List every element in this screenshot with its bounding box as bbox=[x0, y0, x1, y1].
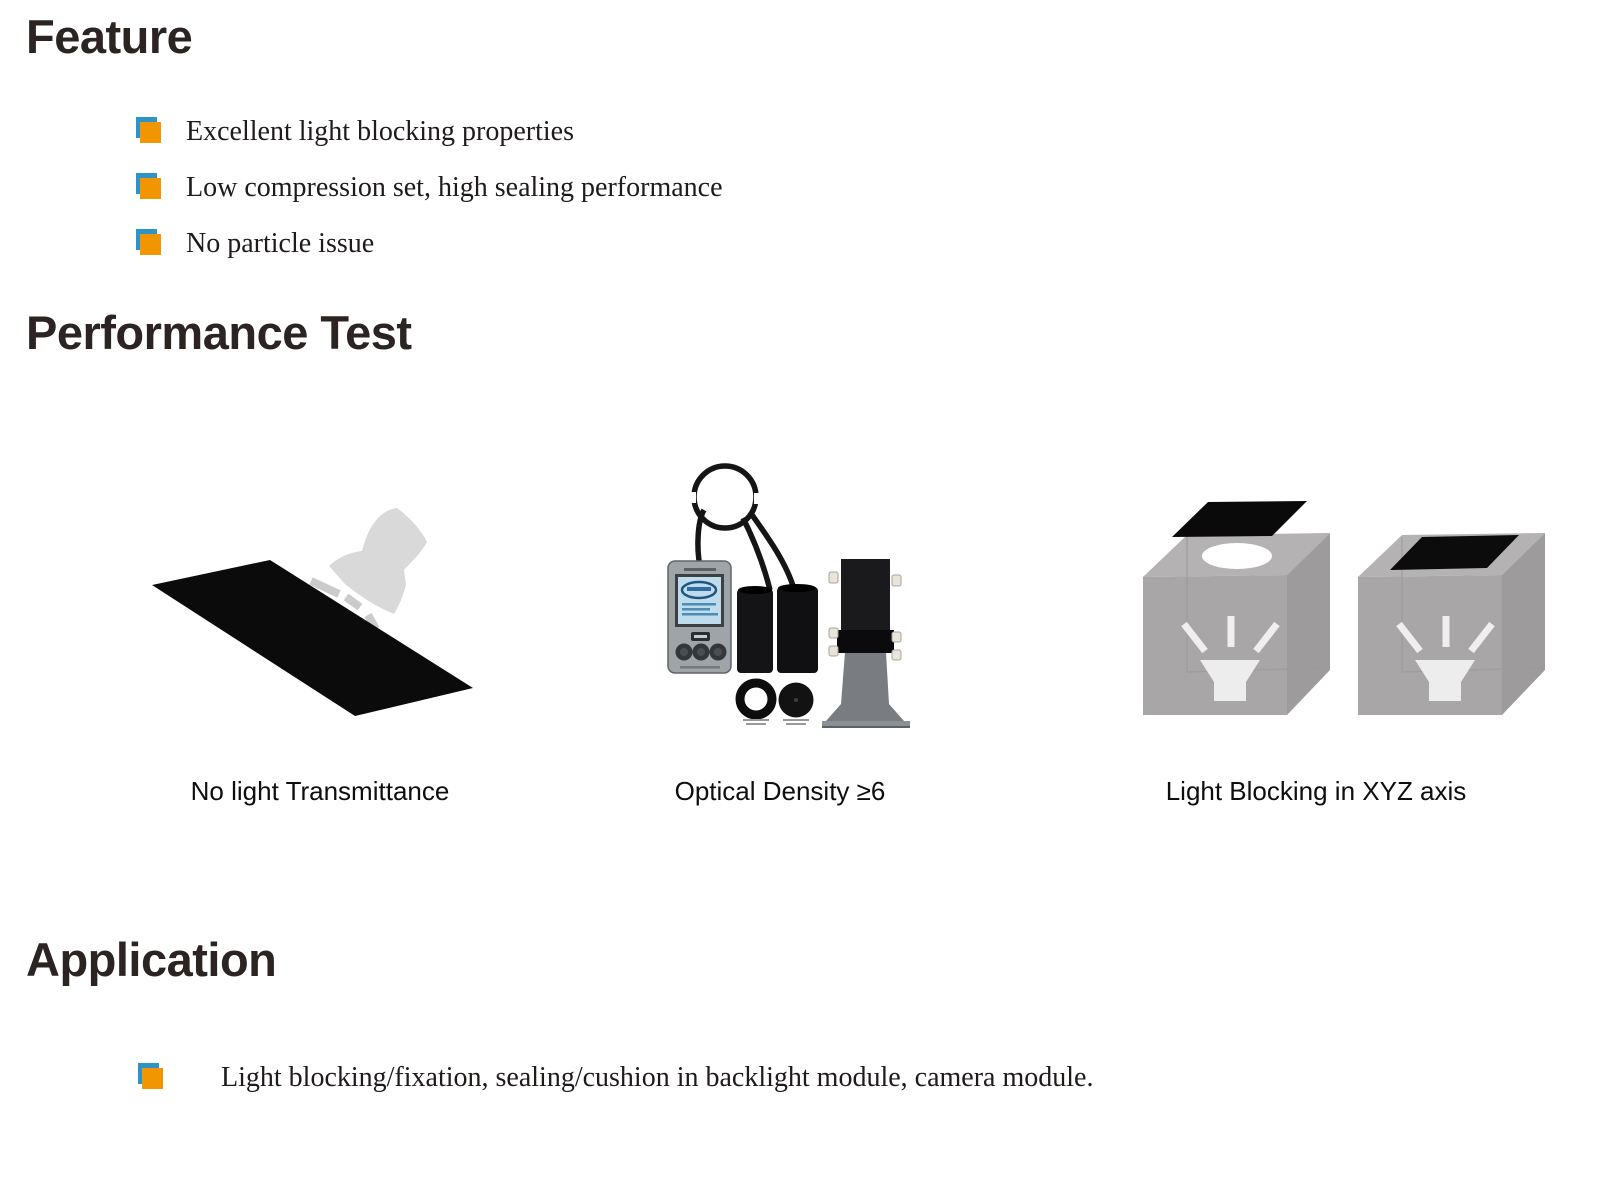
lcd-screen bbox=[678, 577, 721, 624]
right-box bbox=[1358, 533, 1545, 715]
orange-square-bullet-icon bbox=[136, 173, 162, 200]
application-heading: Application bbox=[26, 933, 277, 986]
figure-light-blocking-boxes bbox=[1120, 480, 1570, 730]
application-item bbox=[138, 1063, 1093, 1093]
figure-no-light-transmittance bbox=[140, 495, 490, 730]
feature-item-text: No particle issue bbox=[186, 228, 375, 259]
flashlight-icon bbox=[329, 508, 427, 614]
figure-optical-density bbox=[640, 440, 950, 740]
cable-tie bbox=[754, 493, 760, 504]
feature-item bbox=[136, 229, 374, 259]
top-hole bbox=[1202, 543, 1272, 569]
light-blocking-boxes-icon bbox=[1120, 480, 1570, 730]
black-sheet-with-flashlight-icon bbox=[140, 495, 490, 730]
optical-density-meter-icon bbox=[640, 440, 950, 740]
orange-square-bullet-icon bbox=[136, 229, 162, 256]
blocking-ring bbox=[740, 683, 772, 715]
handheld-meter bbox=[668, 561, 731, 673]
figure-caption: Light Blocking in XYZ axis bbox=[1165, 776, 1467, 806]
feature-item-text: Low compression set, high sealing performance bbox=[186, 172, 723, 203]
application-item-text: Light blocking/fixation, sealing/cushion in backlight module, camera module. bbox=[221, 1062, 1094, 1093]
figure-caption: No light Transmittance bbox=[190, 776, 450, 806]
feature-item bbox=[136, 117, 574, 147]
left-box bbox=[1143, 501, 1330, 715]
feature-heading: Feature bbox=[26, 10, 193, 63]
orange-square-bullet-icon bbox=[138, 1063, 164, 1090]
orange-square-bullet-icon bbox=[136, 117, 162, 144]
performance-heading: Performance Test bbox=[26, 306, 412, 359]
feature-item bbox=[136, 173, 723, 203]
test-stand bbox=[822, 559, 910, 728]
tiny-labels bbox=[743, 719, 809, 725]
black-sheet-lifted bbox=[1172, 501, 1307, 537]
cable-tie bbox=[690, 492, 696, 503]
feature-item-text: Excellent light blocking properties bbox=[186, 116, 575, 147]
meter-buttons bbox=[676, 644, 727, 661]
figure-caption: Optical Density ≥6 bbox=[674, 776, 886, 806]
probe-cylinders bbox=[737, 584, 818, 673]
